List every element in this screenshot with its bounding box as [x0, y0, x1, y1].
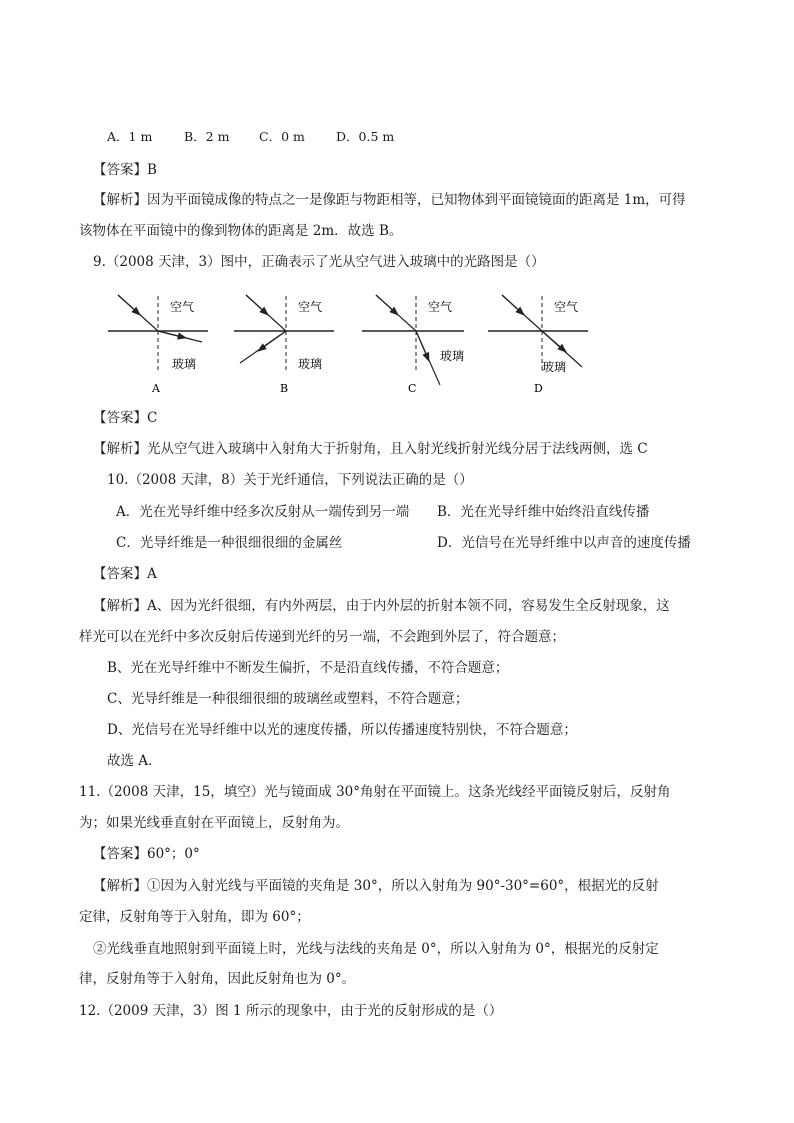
q8-option-b: B．2 m: [184, 129, 230, 144]
q10-stem: 10.（2008 天津，8）关于光纤通信，下列说法正确的是（）: [107, 472, 473, 488]
q10-explanation-line5: D、光信号在光导纤维中以光的速度传播，所以传播速度特别快，不符合题意；: [107, 722, 577, 738]
diagram-letter: C: [408, 382, 417, 395]
q10-option-c: C．光导纤维是一种很细很细的金属丝: [116, 535, 343, 551]
glass-label: 玻璃: [440, 349, 465, 363]
air-label: 空气: [170, 300, 195, 314]
q10-option-d: D．光信号在光导纤维中以声音的速度传播: [437, 535, 691, 551]
q11-explanation-line4: 律，反射角等于入射角，因此反射角也为 0°。: [79, 971, 356, 987]
refracted-arrow: [158, 331, 186, 338]
q10-answer: 【答案】A: [93, 566, 157, 582]
air-label: 空气: [298, 300, 323, 314]
q10-explanation-line1: 【解析】A、因为光纤很细，有内外两层，由于内外层的折射本领不同，容易发生全反射现象，这: [93, 598, 670, 614]
q11-answer: 【答案】60°；0°: [93, 846, 200, 862]
incident-arrow: [118, 295, 140, 315]
q10-explanation-line6: 故选 A．: [107, 753, 162, 769]
diagram-d: [488, 295, 588, 395]
q8-explanation-line1: 【解析】因为平面镜成像的特点之一是像距与物距相等，已知物体到平面镜镜面的距离是 1m，可得: [93, 192, 686, 208]
glass-label: 玻璃: [298, 357, 323, 371]
air-label: 空气: [428, 300, 453, 314]
q8-option-a: A．1 m: [107, 129, 153, 144]
q10-option-a: A．光在光导纤维中经多次反射从一端传到另一端: [116, 504, 410, 520]
incident-arrow: [376, 295, 398, 315]
diagram-letter: B: [280, 382, 289, 395]
air-label: 空气: [554, 300, 579, 314]
q8-option-c: C．0 m: [259, 129, 305, 144]
diagram-a: [108, 295, 208, 395]
q11-explanation-line2: 定律，反射角等于入射角，即为 60°；: [79, 909, 310, 925]
q9-answer: 【答案】C: [93, 410, 158, 426]
diagram-letter: A: [152, 382, 160, 395]
q9-diagrams: [0, 285, 794, 400]
glass-label: 玻璃: [172, 357, 197, 371]
q11-stem-line1: 11.（2008 天津，15，填空）光与镜面成 30°角射在平面镜上。这条光线经平面镜反射后，反射角: [79, 784, 671, 800]
q11-stem-line2: 为；如果光线垂直射在平面镜上，反射角为。: [79, 815, 349, 831]
q10-option-b: B．光在光导纤维中始终沿直线传播: [437, 504, 650, 520]
refracted-arrow: [416, 331, 429, 361]
refracted-arrow: [542, 331, 566, 352]
diagram-c: [362, 295, 464, 395]
incident-arrow: [502, 295, 524, 315]
q10-explanation-line4: C、光导纤维是一种很细很细的玻璃丝或塑料，不符合题意；: [107, 691, 469, 707]
q10-explanation-line2: 样光可以在光纤中多次反射后传递到光纤的另一端，不会跑到外层了，符合题意；: [79, 629, 565, 645]
q11-explanation-line1: 【解析】①因为入射光线与平面镜的夹角是 30°，所以入射角为 90°-30°=60°，根据光的反射: [93, 878, 659, 894]
incident-arrow: [246, 295, 268, 315]
diagram-b: [234, 295, 334, 395]
q8-option-d: D．0.5 m: [336, 129, 395, 144]
refracted-arrow: [258, 331, 286, 351]
q12-stem: 12.（2009 天津，3）图 1 所示的现象中，由于光的反射形成的是（）: [79, 1003, 503, 1019]
q10-explanation-line3: B、光在光导纤维中不断发生偏折，不是沿直线传播，不符合题意；: [107, 660, 509, 676]
diagram-letter: D: [534, 382, 543, 395]
q9-explanation: 【解析】光从空气进入玻璃中入射角大于折射角，且入射光线折射光线分居于法线两侧，选 C: [93, 441, 648, 457]
q8-answer: 【答案】B: [93, 162, 157, 178]
glass-label: 玻璃: [542, 360, 567, 374]
q9-stem: 9.（2008 天津，3）图中，正确表示了光从空气进入玻璃中的光路图是（）: [93, 254, 545, 270]
q8-explanation-line2: 该物体在平面镜中的像到物体的距离是 2m．故选 B。: [79, 223, 403, 239]
q8-options: [107, 128, 394, 146]
q11-explanation-line3: ②光线垂直地照射到平面镜上时，光线与法线的夹角是 0°，所以入射角为 0°，根据光的反射定: [93, 941, 659, 957]
